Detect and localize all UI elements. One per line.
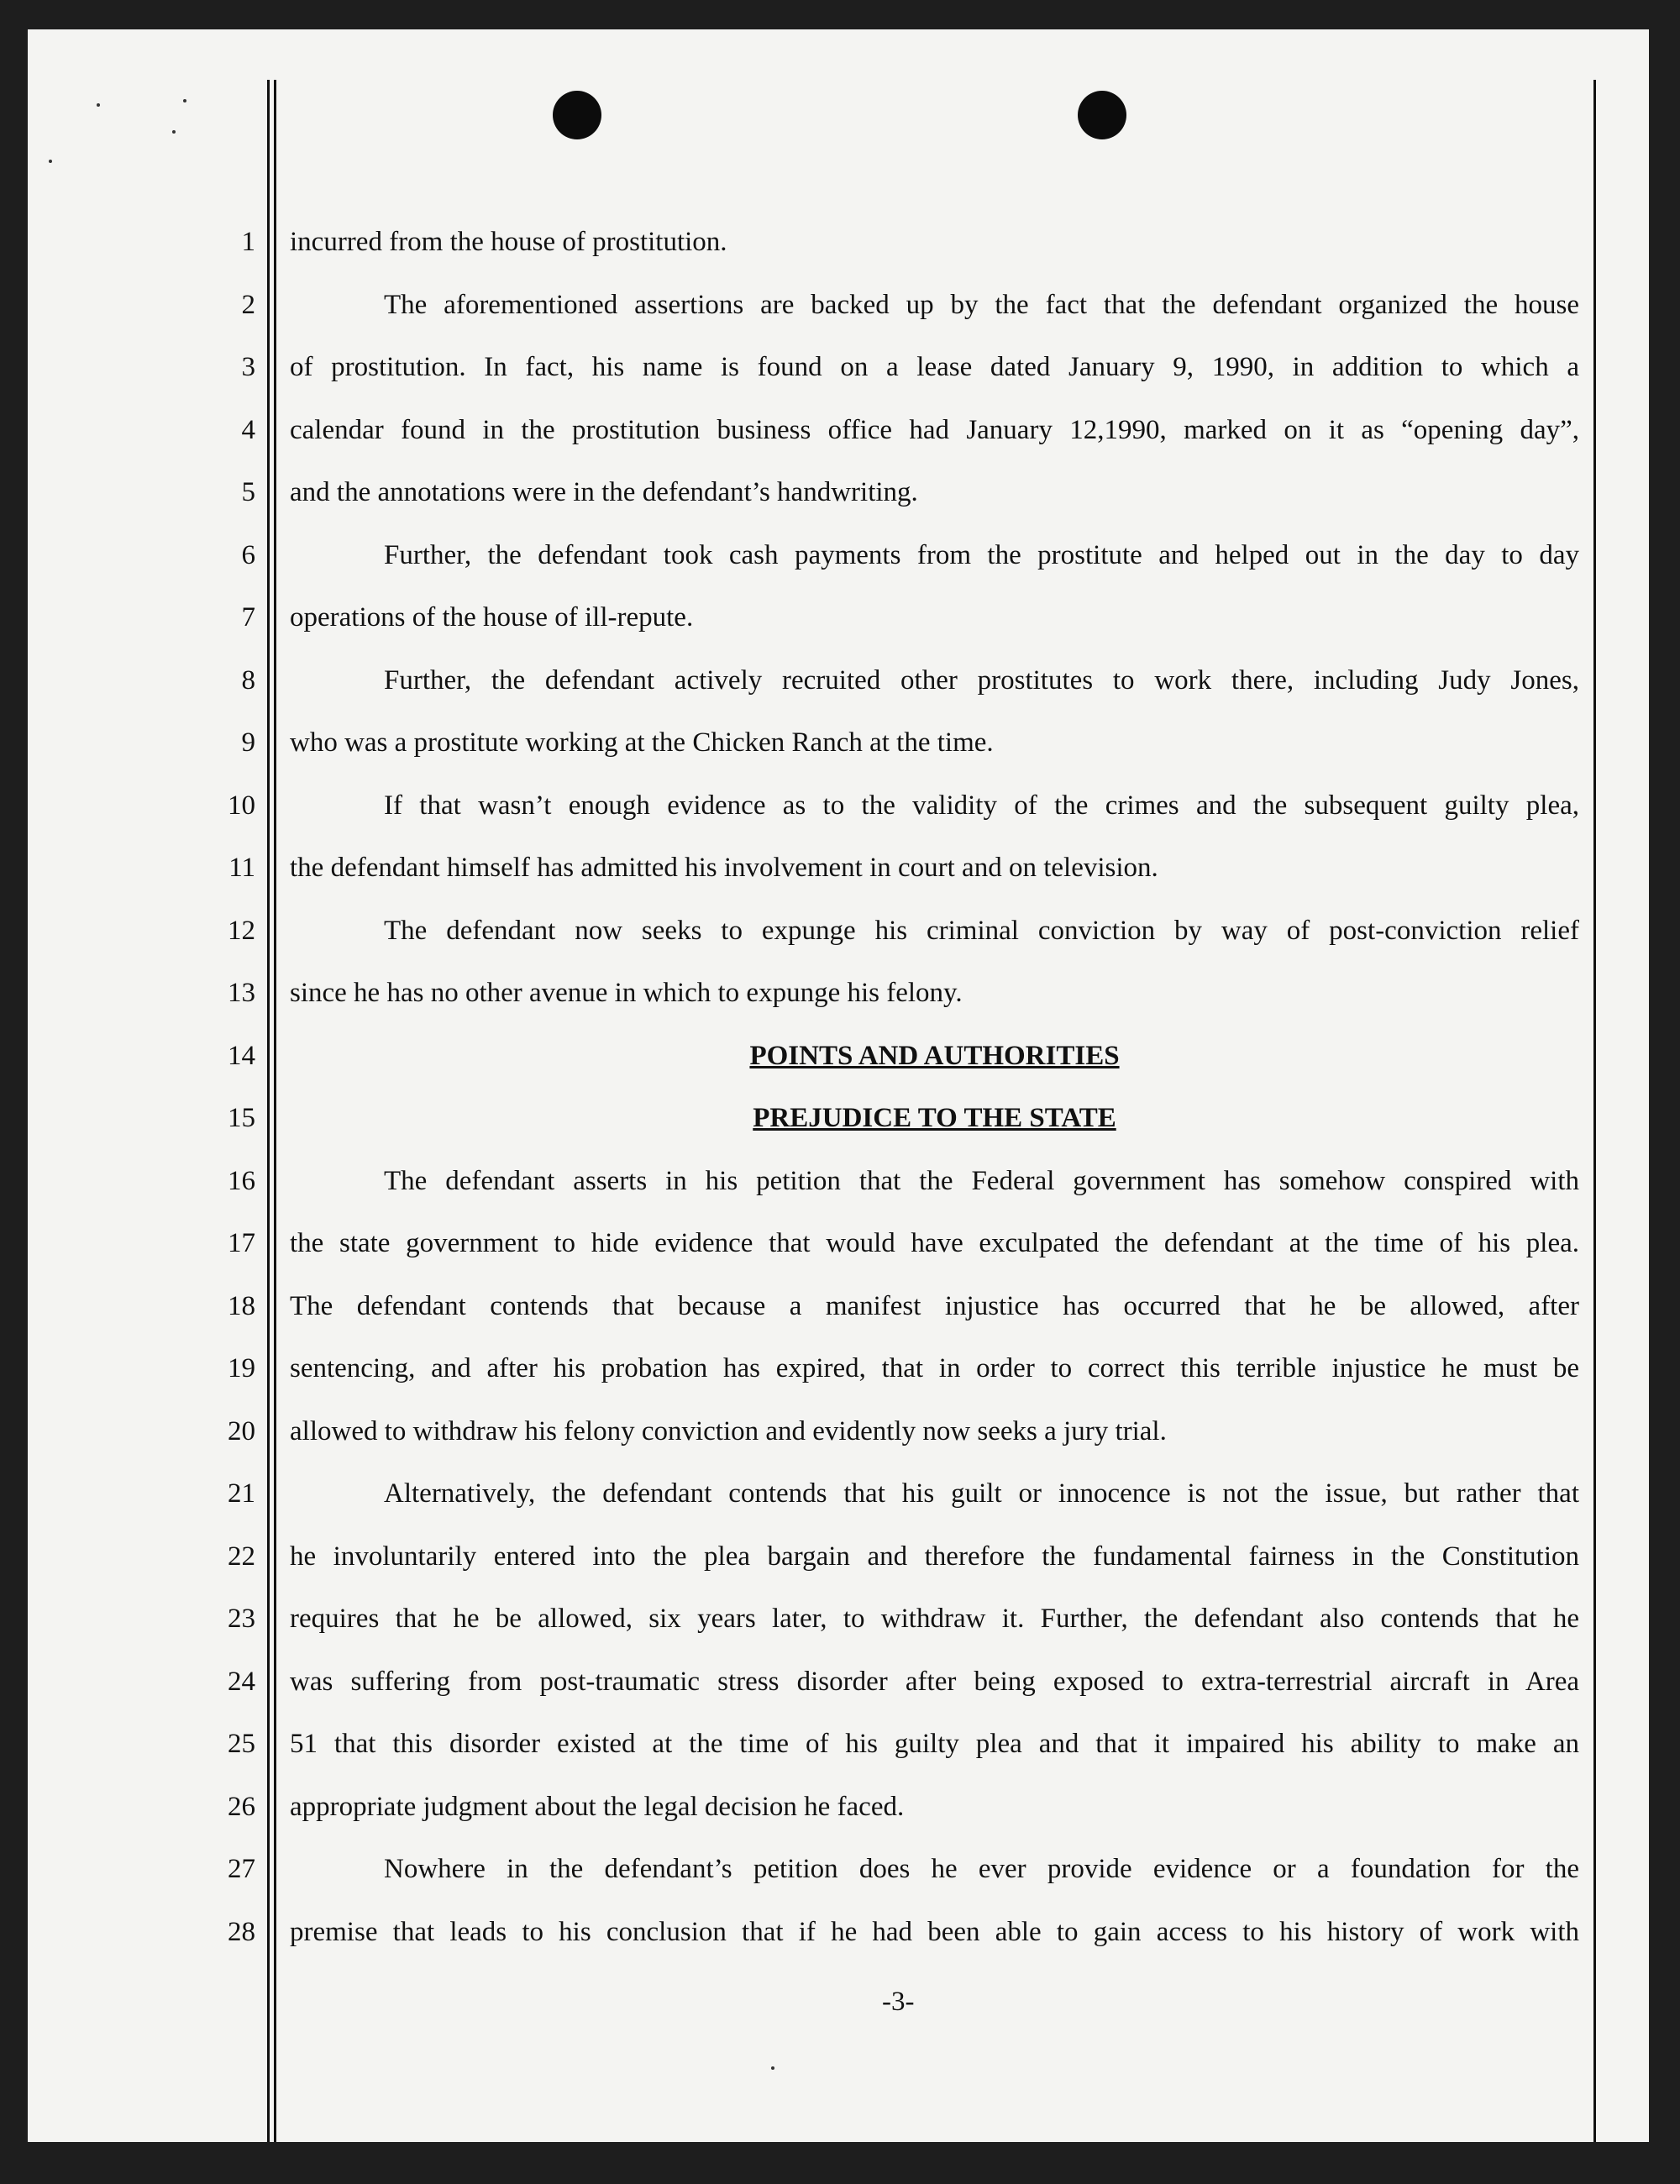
line-number: 20	[228, 1416, 255, 1446]
line-number: 8	[241, 665, 255, 696]
text-line: of prostitution. In fact, his name is found on a lease dated January 9, 1990, in addition to which a	[290, 352, 1579, 382]
section-heading: PREJUDICE TO THE STATE	[753, 1103, 1116, 1133]
text-line: the defendant himself has admitted his involvement in court and on television.	[290, 853, 1158, 883]
line-number: 15	[228, 1103, 255, 1133]
margin-speck	[183, 99, 186, 102]
left-margin-rule-outer	[267, 80, 270, 2142]
text-line: premise that leads to his conclusion that if he had been able to gain access to his history of work with	[290, 1917, 1579, 1947]
margin-speck	[172, 130, 176, 134]
text-line: was suffering from post-traumatic stress disorder after being exposed to extra-terrestrial aircraft in Area	[290, 1667, 1579, 1697]
line-number: 6	[241, 540, 255, 570]
text-line: and the annotations were in the defendant’s handwriting.	[290, 477, 918, 507]
line-number: 7	[241, 602, 255, 633]
margin-speck	[771, 2066, 774, 2070]
text-line: he involuntarily entered into the plea bargain and therefore the fundamental fairness in the Constitution	[290, 1541, 1579, 1572]
margin-speck	[97, 103, 100, 107]
page-number: -3-	[882, 1987, 915, 2017]
line-number: 14	[228, 1041, 255, 1071]
text-line: who was a prostitute working at the Chicken Ranch at the time.	[290, 727, 994, 758]
text-line: 51 that this disorder existed at the time of his guilty plea and that it impaired his ability to make an	[290, 1729, 1579, 1759]
left-margin-rule-inner	[274, 80, 276, 2142]
text-line: Nowhere in the defendant’s petition does he ever provide evidence or a foundation for the	[384, 1854, 1579, 1884]
line-number: 18	[228, 1291, 255, 1321]
line-number: 26	[228, 1792, 255, 1822]
line-number: 9	[241, 727, 255, 758]
margin-speck	[49, 160, 52, 163]
line-number: 2	[241, 290, 255, 320]
right-margin-rule	[1593, 80, 1596, 2142]
line-number: 12	[228, 916, 255, 946]
line-number: 3	[241, 352, 255, 382]
text-line: requires that he be allowed, six years later, to withdraw it. Further, the defendant also contends that he	[290, 1604, 1579, 1634]
line-number: 22	[228, 1541, 255, 1572]
text-line: The defendant asserts in his petition that the Federal government has somehow conspired with	[384, 1166, 1579, 1196]
line-number: 27	[228, 1854, 255, 1884]
text-line: allowed to withdraw his felony conviction and evidently now seeks a jury trial.	[290, 1416, 1167, 1446]
line-number: 25	[228, 1729, 255, 1759]
text-line: calendar found in the prostitution business office had January 12,1990, marked on it as “opening day”,	[290, 415, 1579, 445]
line-number: 19	[228, 1353, 255, 1383]
line-number: 16	[228, 1166, 255, 1196]
line-number: 10	[228, 790, 255, 821]
text-line: Alternatively, the defendant contends that his guilt or innocence is not the issue, but rather that	[384, 1478, 1579, 1509]
text-line: Further, the defendant took cash payments from the prostitute and helped out in the day to day	[384, 540, 1579, 570]
line-number: 13	[228, 978, 255, 1008]
line-number: 1	[241, 227, 255, 257]
text-line: The aforementioned assertions are backed up by the fact that the defendant organized the house	[384, 290, 1579, 320]
punch-hole-right	[1078, 91, 1126, 139]
line-number: 5	[241, 477, 255, 507]
line-number: 4	[241, 415, 255, 445]
section-heading: POINTS AND AUTHORITIES	[749, 1041, 1120, 1071]
line-number: 11	[228, 853, 255, 883]
text-line: The defendant contends that because a manifest injustice has occurred that he be allowed, after	[290, 1291, 1579, 1321]
line-number: 28	[228, 1917, 255, 1947]
line-number: 24	[228, 1667, 255, 1697]
line-number: 21	[228, 1478, 255, 1509]
text-line: the state government to hide evidence that would have exculpated the defendant at the time of his plea.	[290, 1228, 1579, 1258]
text-line: The defendant now seeks to expunge his criminal conviction by way of post-conviction relief	[384, 916, 1579, 946]
text-line: appropriate judgment about the legal decision he faced.	[290, 1792, 905, 1822]
line-number: 17	[228, 1228, 255, 1258]
text-line: incurred from the house of prostitution.	[290, 227, 727, 257]
text-line: since he has no other avenue in which to expunge his felony.	[290, 978, 963, 1008]
text-line: sentencing, and after his probation has expired, that in order to correct this terrible injustice he must be	[290, 1353, 1579, 1383]
paper-sheet	[28, 29, 1649, 2142]
text-line: Further, the defendant actively recruited other prostitutes to work there, including Judy Jones,	[384, 665, 1579, 696]
line-number: 23	[228, 1604, 255, 1634]
text-line: operations of the house of ill-repute.	[290, 602, 694, 633]
punch-hole-left	[553, 91, 601, 139]
text-line: If that wasn’t enough evidence as to the validity of the crimes and the subsequent guilty plea,	[384, 790, 1579, 821]
